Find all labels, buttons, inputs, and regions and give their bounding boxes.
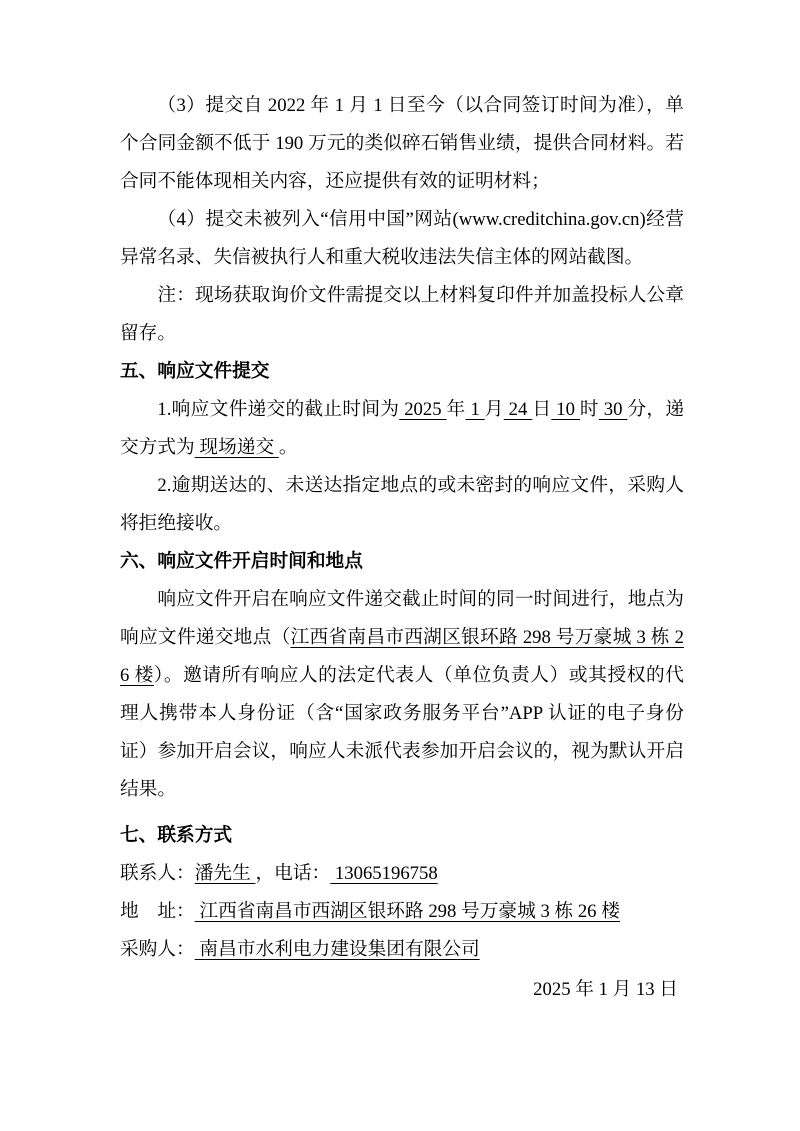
- heading-section-6: [120, 543, 684, 581]
- underlined-value: 江西省南昌市西湖区银环路 298 号万豪城 3 栋 26 楼: [194, 901, 620, 922]
- para-contact-person: [120, 855, 684, 893]
- para-item-4: [120, 201, 684, 277]
- document-body: [120, 87, 684, 1009]
- para-submission-deadline: [120, 391, 684, 467]
- para-contact-address: [120, 893, 684, 931]
- text-segment: 年: [446, 399, 466, 420]
- underlined-value: 江西省南昌市西湖区银环路 298 号万豪城 3 栋 26 楼: [120, 627, 685, 686]
- para-purchaser: [120, 931, 684, 969]
- text-segment: ）。邀请所有响应人的法定代表人（单位负责人）或其授权的代理人携带本人身份证（含“国家政务服务平台”APP 认证的电子身份证）参加开启会议，响应人未派代表参加开启会议的，视为默认开启结果。: [120, 665, 684, 800]
- heading-section-5: [120, 353, 684, 391]
- text-segment: 2.逾期送达的、未送达指定地点的或未密封的响应文件，采购人将拒绝接收。: [120, 475, 684, 534]
- para-late-submission: [120, 467, 684, 543]
- text-segment: 六、响应文件开启时间和地点: [120, 551, 363, 572]
- text-segment: 联系人：: [120, 863, 195, 884]
- text-segment: 注：现场获取询价文件需提交以上材料复印件并加盖投标人公章留存。: [120, 285, 684, 344]
- text-segment: 。: [278, 437, 298, 458]
- text-segment: 响应文件开启在响应文件递交截止时间的同一时间进行，地点为响应文件递交地点（: [120, 589, 684, 648]
- underlined-value: 南昌市水利电力建设集团有限公司: [194, 939, 480, 960]
- text-segment: 月: [484, 399, 504, 420]
- underlined-value: 24: [503, 399, 533, 420]
- underlined-value: 30: [598, 399, 628, 420]
- text-segment: 1.响应文件递交的截止时间为: [157, 399, 400, 420]
- underlined-value: 13065196758: [330, 863, 438, 884]
- text-segment: ，电话：: [255, 863, 331, 884]
- text-segment: （4）提交未被列入“信用中国”网站(www.creditchina.gov.cn)经营异常名录、失信被执行人和重大税收违法失信主体的网站截图。: [120, 209, 684, 268]
- text-segment: 分，递交方式为: [120, 399, 685, 458]
- text-segment: 时: [579, 399, 599, 420]
- text-segment: 日: [532, 399, 552, 420]
- underlined-value: 潘先生: [194, 863, 256, 884]
- text-segment: 采购人：: [120, 939, 195, 960]
- heading-section-7: [120, 817, 684, 855]
- para-note: [120, 277, 684, 353]
- text-segment: 地 址：: [120, 901, 195, 922]
- underlined-value: 现场递交: [194, 437, 279, 458]
- para-item-3: [120, 87, 684, 201]
- para-issue-date: [120, 971, 684, 1009]
- text-segment: 2025 年 1 月 13 日: [533, 979, 678, 1000]
- underlined-value: 10: [551, 399, 580, 420]
- text-segment: 五、响应文件提交: [120, 361, 270, 382]
- text-segment: 七、联系方式: [120, 825, 233, 846]
- para-opening-info: [120, 581, 684, 809]
- underlined-value: 1: [465, 399, 485, 420]
- text-segment: （3）提交自 2022 年 1 月 1 日至今（以合同签订时间为准），单个合同金额不低于 190 万元的类似碎石销售业绩，提供合同材料。若合同不能体现相关内容，还应提供有效的证明材料；: [120, 95, 684, 192]
- underlined-value: 2025: [399, 399, 447, 420]
